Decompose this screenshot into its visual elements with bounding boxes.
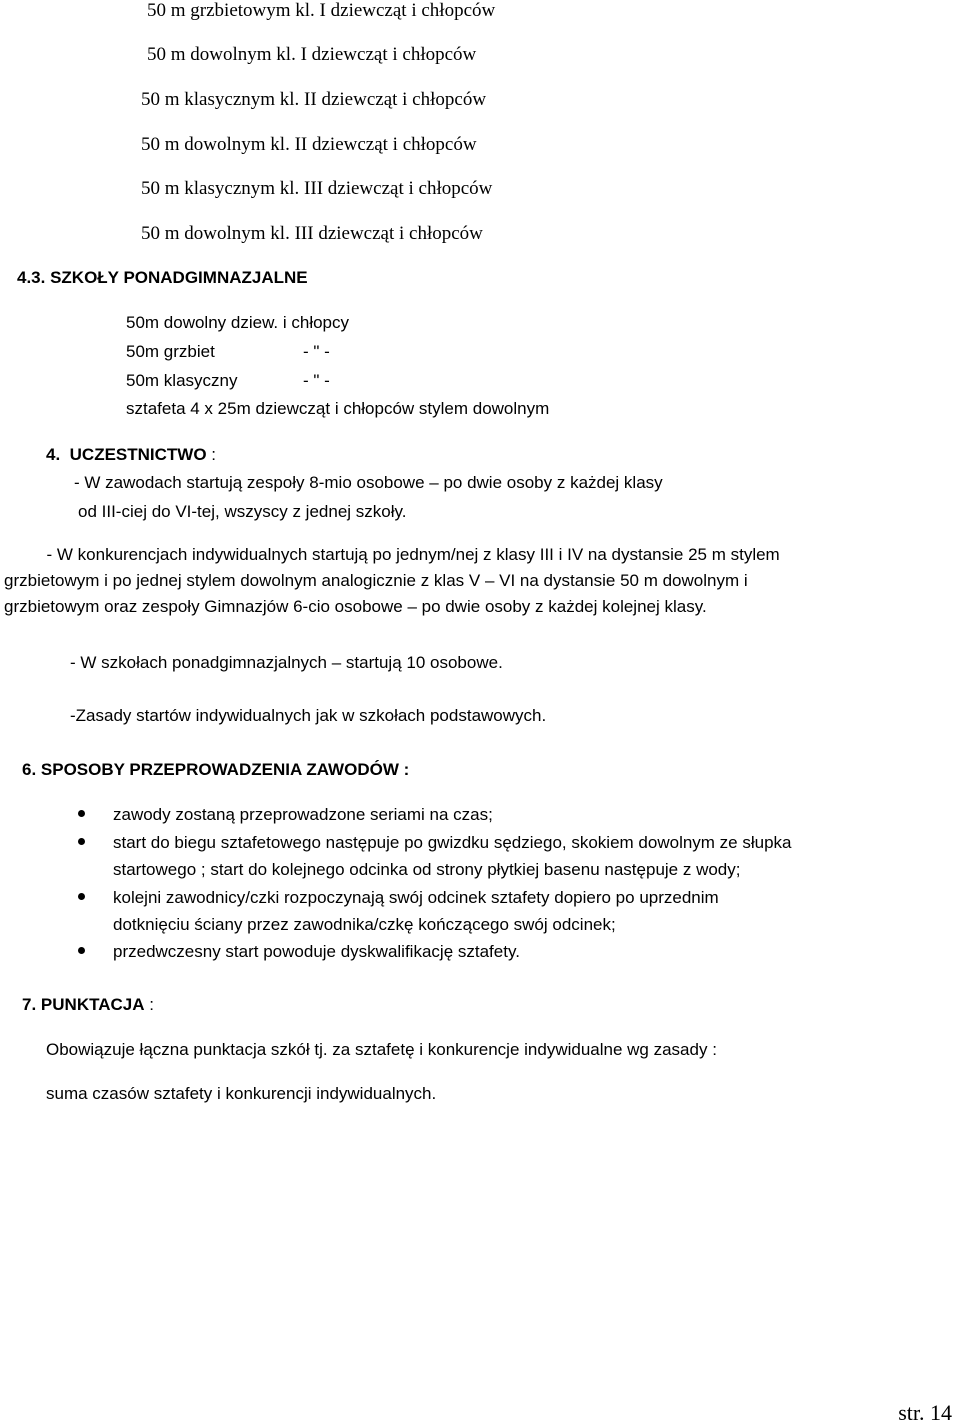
list-item-continuation: startowego ; start do kolejnego odcinka od strony płytkiej basenu następuje z wody; <box>113 860 741 879</box>
section-number: 7. <box>22 995 37 1014</box>
body-line: -Zasady startów indywidualnych jak w szkołach podstawowych. <box>70 706 547 725</box>
event-line: sztafeta 4 x 25m dziewcząt i chłopców stylem dowolnym <box>126 399 550 418</box>
section-heading: 6. SPOSOBY PRZEPROWADZENIA ZAWODÓW : <box>22 760 410 779</box>
section-title: UCZESTNICTWO <box>69 445 207 464</box>
paragraph <box>4 542 944 620</box>
event-line: 50m grzbiet <box>126 342 215 361</box>
bullet-icon <box>78 810 85 817</box>
list-item: start do biegu sztafetowego następuje po gwizdku sędziego, skokiem dowolnym ze słupka <box>113 833 792 852</box>
list-item: przedwczesny start powoduje dyskwalifikację sztafety. <box>113 942 520 961</box>
event-line: 50m dowolny dziew. i chłopcy <box>126 313 350 332</box>
body-line: suma czasów sztafety i konkurencji indywidualnych. <box>46 1084 437 1103</box>
event-line: 50m klasyczny <box>126 371 238 390</box>
body-line: - W szkołach ponadgimnazjalnych – startują 10 osobowe. <box>70 653 503 672</box>
page-number: str. 14 <box>898 1400 952 1425</box>
bullet-icon <box>78 947 85 954</box>
paragraph-line: - W konkurencjach indywidualnych startują po jednym/nej z klasy III i IV na dystansie 25 m stylem <box>4 545 780 564</box>
section-colon: : <box>144 995 154 1014</box>
section-heading <box>22 996 154 1013</box>
body-line: - W zawodach startują zespoły 8-mio osobowe – po dwie osoby z każdej klasy <box>74 473 663 492</box>
event-line: 50 m dowolnym kl. II dziewcząt i chłopców <box>141 134 477 155</box>
paragraph-line: grzbietowym i po jednej stylem dowolnym analogicznie z klas V – VI na dystansie 50 m dowolnym i <box>4 571 748 590</box>
bullet-icon <box>78 893 85 900</box>
body-line: od III-ciej do VI-tej, wszyscy z jednej szkoły. <box>78 502 407 521</box>
ditto-mark: - " - <box>303 342 330 361</box>
event-line: 50 m dowolnym kl. III dziewcząt i chłopców <box>141 223 483 244</box>
event-line: 50 m klasycznym kl. III dziewcząt i chłopców <box>141 178 493 199</box>
list-item: zawody zostaną przeprowadzone seriami na czas; <box>113 805 493 824</box>
ditto-mark: - " - <box>303 371 330 390</box>
section-number: 4. <box>46 445 61 464</box>
section-heading: 4.3. SZKOŁY PONADGIMNAZJALNE <box>17 268 308 287</box>
event-line: 50 m dowolnym kl. I dziewcząt i chłopców <box>147 44 477 65</box>
section-colon: : <box>206 445 217 464</box>
bullet-icon <box>78 838 85 845</box>
list-item: kolejni zawodnicy/czki rozpoczynają swój odcinek sztafety dopiero po uprzednim <box>113 888 719 907</box>
event-line: 50 m grzbietowym kl. I dziewcząt i chłopców <box>147 0 496 21</box>
paragraph-line: grzbietowym oraz zespoły Gimnazjów 6-cio osobowe – po dwie osoby z każdej kolejnej klasy. <box>4 597 707 616</box>
event-line: 50 m klasycznym kl. II dziewcząt i chłopców <box>141 89 487 110</box>
list-item-continuation: dotknięciu ściany przez zawodnika/czkę kończącego swój odcinek; <box>113 915 616 934</box>
body-line: Obowiązuje łączna punktacja szkół tj. za sztafetę i konkurencje indywidualne wg zasady : <box>46 1040 717 1059</box>
section-title: PUNKTACJA <box>40 995 145 1014</box>
section-heading <box>46 446 216 463</box>
